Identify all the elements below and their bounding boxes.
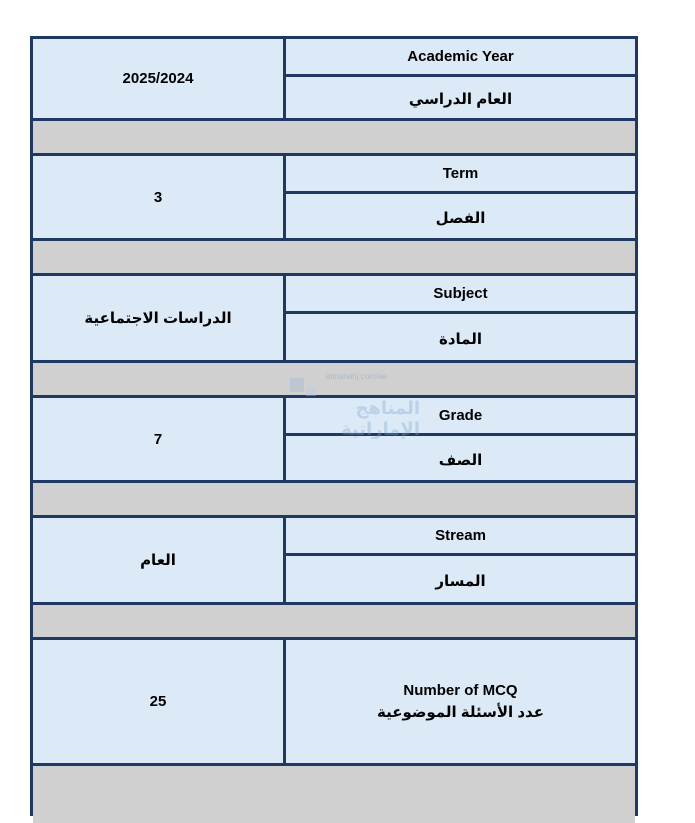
- academic-year-value: 2025/2024: [122, 70, 194, 87]
- row-grade: [33, 398, 635, 480]
- mcq-label-en: Number of MCQ: [403, 681, 518, 699]
- subject-label-en: Subject: [286, 276, 635, 314]
- separator-row: [33, 360, 635, 398]
- mcq-label-ar: عدد الأسئلة الموضوعية: [377, 703, 544, 721]
- row-subject: [33, 276, 635, 360]
- mcq-value: 25: [149, 693, 167, 710]
- stream-label-en: Stream: [286, 518, 635, 556]
- stream-value: العام: [140, 552, 176, 569]
- row-mcq: [33, 640, 635, 763]
- separator-row: [33, 238, 635, 276]
- row-stream: [33, 518, 635, 602]
- academic-year-label-en: Academic Year: [286, 39, 635, 77]
- grade-label-en: Grade: [286, 398, 635, 436]
- term-label-en: Term: [286, 156, 635, 194]
- info-table: [30, 36, 638, 816]
- academic-year-label-ar: العام الدراسي: [408, 91, 513, 108]
- separator-row: [33, 602, 635, 640]
- row-term: [33, 156, 635, 238]
- stream-label-ar: المسار: [435, 572, 486, 590]
- watermark-text: المناهج الإماراتية: [340, 398, 420, 439]
- separator-row: [33, 118, 635, 156]
- separator-row: [33, 480, 635, 518]
- subject-value: الدراسات الاجتماعية: [84, 310, 232, 327]
- separator-row: [33, 763, 635, 823]
- mcq-label: [286, 640, 635, 763]
- watermark-url: almanahj.com/ae: [326, 372, 387, 381]
- grade-value: 7: [153, 430, 163, 448]
- term-value: 3: [153, 188, 163, 206]
- row-academic-year: [33, 39, 635, 118]
- grade-label-ar: الصف: [438, 451, 483, 469]
- term-label-ar: الفصل: [435, 209, 486, 227]
- subject-label-ar: المادة: [439, 330, 483, 348]
